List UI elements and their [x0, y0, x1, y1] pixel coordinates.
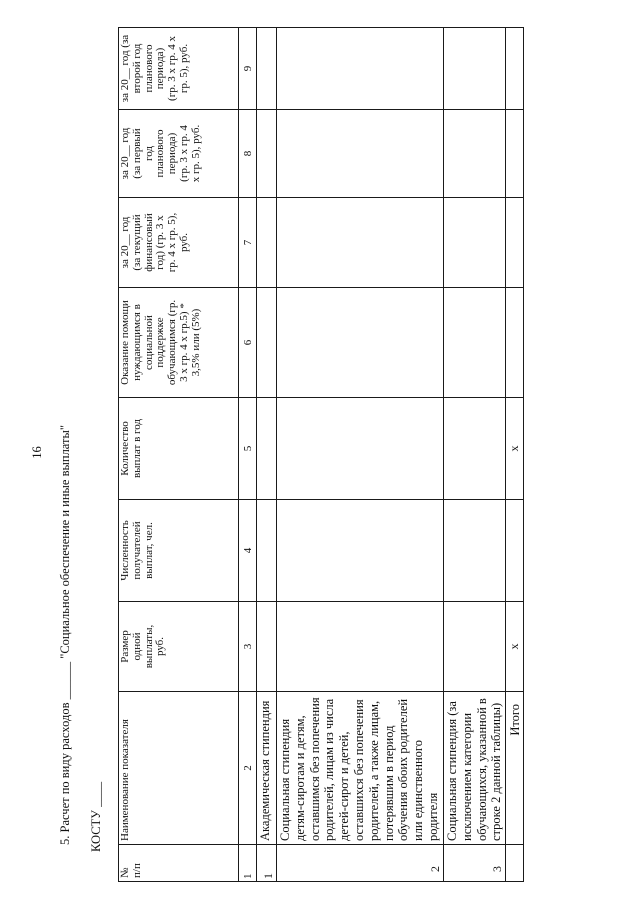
column-number-cell: 4 — [239, 500, 257, 602]
value-cell — [444, 500, 506, 602]
value-cell — [257, 288, 277, 398]
header-cell-payments-per-year: Количество выплат в год — [119, 398, 239, 500]
value-cell — [444, 602, 506, 692]
value-cell — [277, 110, 444, 198]
column-number-cell: 3 — [239, 602, 257, 692]
total-value-cell — [506, 198, 524, 288]
value-cell — [257, 28, 277, 110]
header-cell-indicator-name: Наименование показателя — [119, 692, 239, 845]
table-row — [257, 28, 277, 882]
row-number-cell — [506, 845, 524, 882]
value-cell — [444, 110, 506, 198]
table-row — [444, 28, 506, 882]
header-cell-row-number: № п/п — [119, 845, 239, 882]
value-cell — [277, 500, 444, 602]
value-cell — [444, 288, 506, 398]
value-cell — [444, 28, 506, 110]
header-cell-payment-size: Размер одной выплаты, руб. — [119, 602, 239, 692]
total-row — [506, 28, 524, 882]
column-numbers-row — [239, 28, 257, 882]
header-cell-needy-support: Оказание помощи нуждающимся в социальной поддержке обучающимся (гр. 3 х гр. 4 х гр.5) * 3,5% или (5%) — [119, 288, 239, 398]
column-number-cell: 1 — [239, 845, 257, 882]
column-number-cell: 9 — [239, 28, 257, 110]
section-heading: 5. Расчет по виду расходов ______ "Социальное обеспечение и иные выплаты" — [58, 425, 72, 845]
value-cell — [277, 602, 444, 692]
row-number-cell: 3 — [444, 845, 506, 882]
total-value-cell: x — [506, 398, 524, 500]
total-value-cell: x — [506, 602, 524, 692]
value-cell — [257, 500, 277, 602]
value-cell — [257, 110, 277, 198]
value-cell — [277, 398, 444, 500]
header-cell-current-year: за 20__ год (за текущий финансовый год) (гр. 3 х гр. 4 х гр. 5), руб. — [119, 198, 239, 288]
header-cell-first-plan-year: за 20__ год (за первый год планового периода) (гр. 3 х гр. 4 х гр. 5), руб. — [119, 110, 239, 198]
value-cell — [444, 398, 506, 500]
row-number-cell: 1 — [257, 845, 277, 882]
column-number-cell: 2 — [239, 692, 257, 845]
value-cell — [257, 602, 277, 692]
expense-calculation-table — [118, 27, 524, 882]
total-label-cell: Итого — [506, 692, 524, 845]
column-number-cell: 7 — [239, 198, 257, 288]
total-value-cell — [506, 500, 524, 602]
column-number-cell: 8 — [239, 110, 257, 198]
indicator-name-cell: Социальная стипендия (за исключением категории обучающихся, указанной в строке 2 данной таблицы) — [444, 692, 506, 845]
column-number-cell: 5 — [239, 398, 257, 500]
column-number-cell: 6 — [239, 288, 257, 398]
value-cell — [277, 288, 444, 398]
value-cell — [257, 198, 277, 288]
kosgu-code-line: КОСТУ ____ — [89, 781, 103, 852]
total-value-cell — [506, 28, 524, 110]
indicator-name-cell: Социальная стипендия детям-сиротам и детям, оставшимся без попечения родителей, лицам из числа детей-сирот и детей, оставшихся без попечения родителей, а также лицам, потерявшим в период обучения обоих родителей или единственного родителя — [277, 692, 444, 845]
indicator-name-cell: Академическая стипендия — [257, 692, 277, 845]
header-cell-recipients-count: Численность получателей выплат, чел. — [119, 500, 239, 602]
table-header-row — [119, 28, 239, 882]
total-value-cell — [506, 288, 524, 398]
row-number-cell: 2 — [277, 845, 444, 882]
page-number: 16 — [30, 446, 44, 459]
total-value-cell — [506, 110, 524, 198]
value-cell — [444, 198, 506, 288]
value-cell — [277, 28, 444, 110]
table-row — [277, 28, 444, 882]
value-cell — [257, 398, 277, 500]
header-cell-second-plan-year: за 20__ год (за второй год планового периода) (гр. 3 х гр. 4 х гр. 5), руб. — [119, 28, 239, 110]
value-cell — [277, 198, 444, 288]
